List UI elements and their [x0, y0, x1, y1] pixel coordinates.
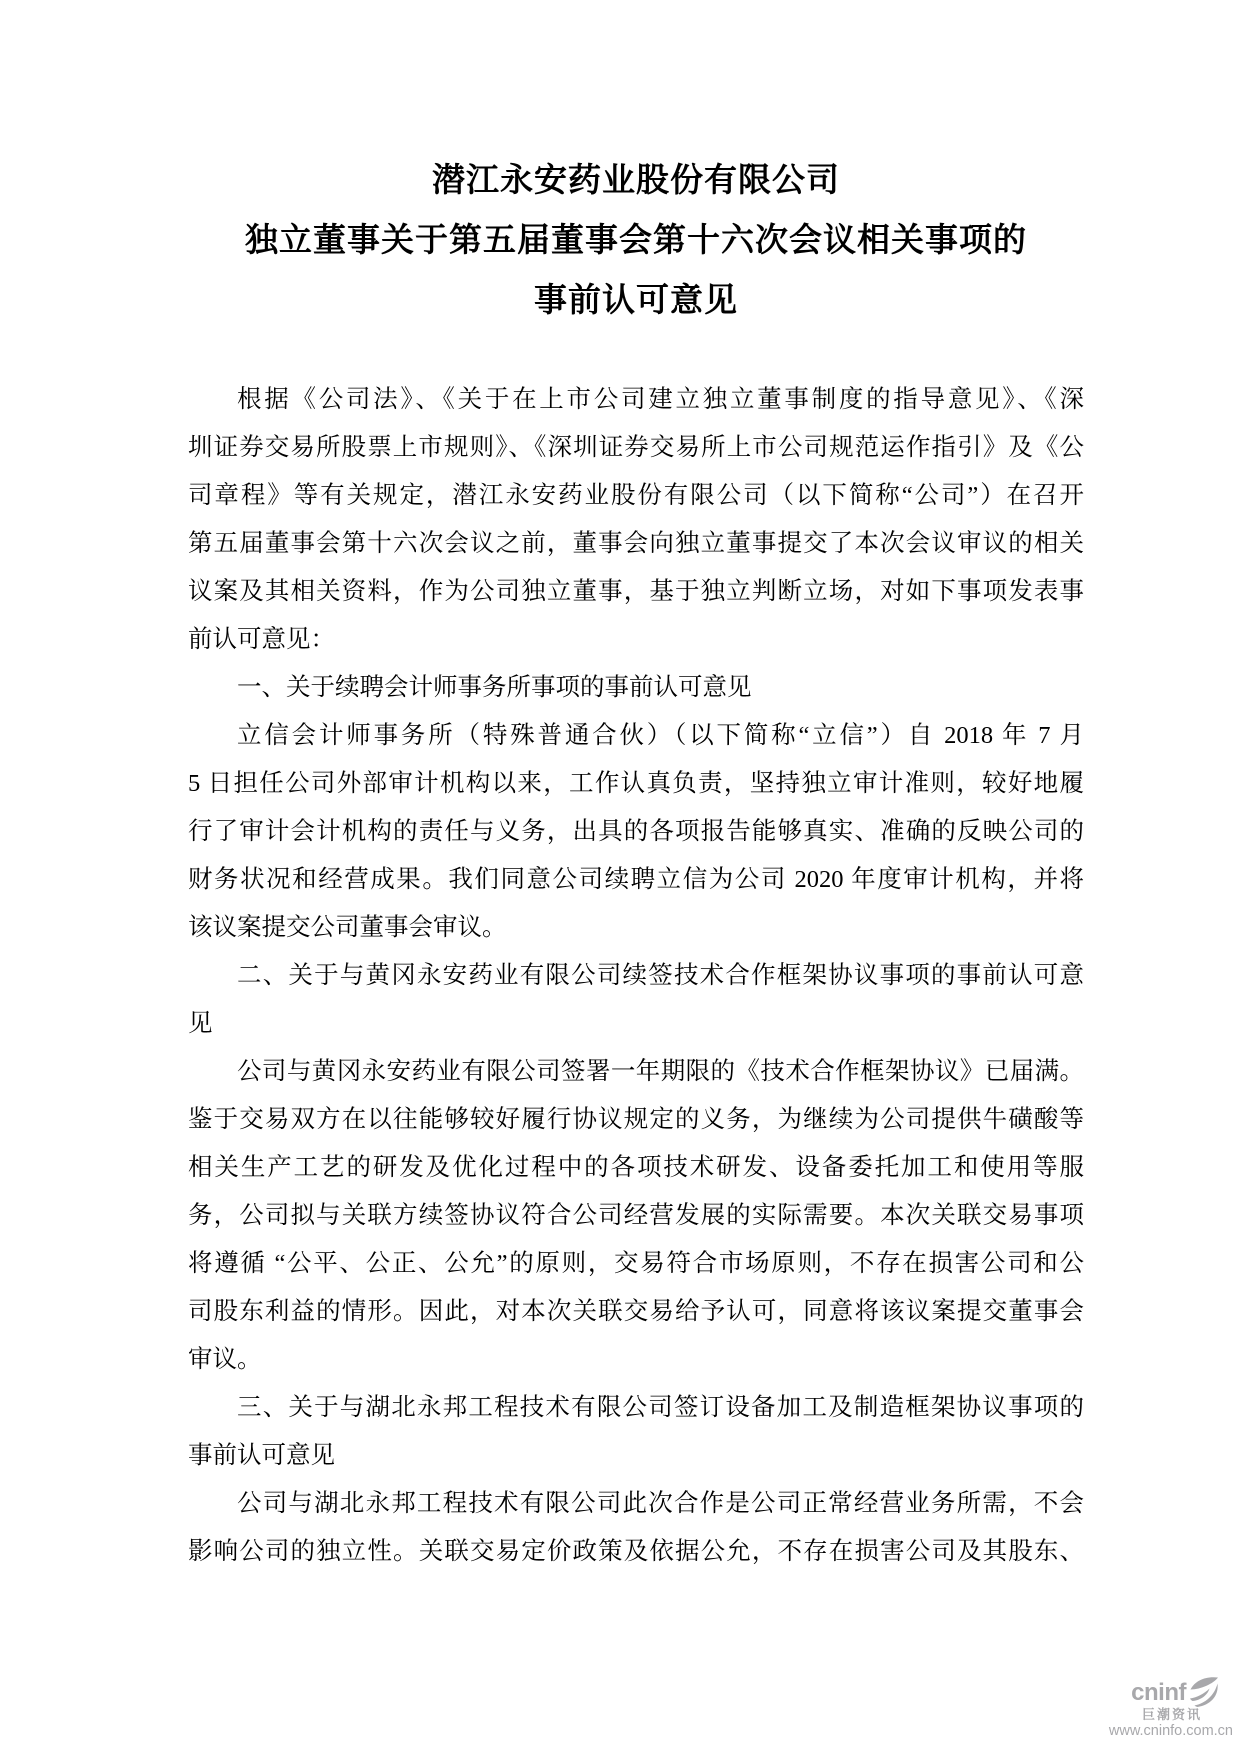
- cninfo-brand-text: 巨潮资讯: [1141, 1706, 1202, 1722]
- document-text-line: 务，公司拟与关联方续签协议符合公司经营发展的实际需要。本次关联交易事项: [188, 1202, 1084, 1229]
- document-text-line: 行了审计会计机构的责任与义务，出具的各项报告能够真实、准确的反映公司的: [188, 818, 1084, 845]
- cninfo-watermark: [1109, 1676, 1233, 1739]
- document-text-line: 影响公司的独立性。关联交易定价政策及依据公允，不存在损害公司及其股东、: [188, 1538, 1084, 1565]
- document-text-line: 二、关于与黄冈永安药业有限公司续签技术合作框架协议事项的事前认可意: [237, 962, 1084, 989]
- document-text-line: 第五届董事会第十六次会议之前，董事会向独立董事提交了本次会议审议的相关: [188, 530, 1084, 557]
- document-text-line: 该议案提交公司董事会审议。: [188, 914, 507, 941]
- document-text-line: 公司与黄冈永安药业有限公司签署一年期限的《技术合作框架协议》已届满。: [237, 1058, 1084, 1085]
- cninfo-url: www.cninfo.com.cn: [1108, 1722, 1233, 1739]
- document-text-line: 事前认可意见: [188, 1442, 335, 1469]
- document-text-line: 一、关于续聘会计师事务所事项的事前认可意见: [237, 674, 752, 701]
- document-text-line: 见: [188, 1010, 213, 1037]
- document-text-line: 公司与湖北永邦工程技术有限公司此次合作是公司正常经营业务所需，不会: [237, 1490, 1084, 1517]
- document-text-line: 将遵循 “公平、公正、公允”的原则，交易符合市场原则，不存在损害公司和公: [188, 1250, 1084, 1277]
- document-text-line: 前认可意见：: [188, 626, 335, 653]
- document-text-line: 相关生产工艺的研发及优化过程中的各项技术研发、设备委托加工和使用等服: [188, 1154, 1084, 1181]
- document-text-line: 鉴于交易双方在以往能够较好履行协议规定的义务，为继续为公司提供牛磺酸等: [188, 1106, 1084, 1133]
- document-title-line: 事前认可意见: [534, 281, 738, 318]
- cninfo-logo: [1109, 1676, 1233, 1704]
- document-text-line: 三、关于与湖北永邦工程技术有限公司签订设备加工及制造框架协议事项的: [237, 1394, 1084, 1421]
- document-title: [188, 150, 1084, 330]
- document-body: [188, 376, 1084, 1576]
- document-title-line: 独立董事关于第五届董事会第十六次会议相关事项的: [245, 221, 1027, 258]
- cninfo-logo-text: cninf: [1131, 1678, 1186, 1706]
- document-text-line: 5 日担任公司外部审计机构以来，工作认真负责，坚持独立审计准则，较好地履: [188, 770, 1084, 797]
- document-text-line: 审议。: [188, 1346, 262, 1373]
- wave-swoosh-icon: [1189, 1676, 1219, 1707]
- document-text-line: 议案及其相关资料，作为公司独立董事，基于独立判断立场，对如下事项发表事: [188, 578, 1084, 605]
- document-text-line: 司股东利益的情形。因此，对本次关联交易给予认可，同意将该议案提交董事会: [188, 1298, 1084, 1325]
- document-text-line: 圳证券交易所股票上市规则》、《深圳证券交易所上市公司规范运作指引》及《公: [188, 434, 1084, 461]
- document-text-line: 司章程》等有关规定，潜江永安药业股份有限公司（以下简称“公司”）在召开: [188, 482, 1084, 509]
- document-text-line: 财务状况和经营成果。我们同意公司续聘立信为公司 2020 年度审计机构，并将: [188, 866, 1084, 893]
- document-text-line: 立信会计师事务所（特殊普通合伙）（以下简称“立信”）自 2018 年 7 月: [237, 722, 1084, 749]
- document-text-line: 根据《公司法》、《关于在上市公司建立独立董事制度的指导意见》、《深: [237, 386, 1084, 413]
- document-title-line: 潜江永安药业股份有限公司: [432, 161, 840, 198]
